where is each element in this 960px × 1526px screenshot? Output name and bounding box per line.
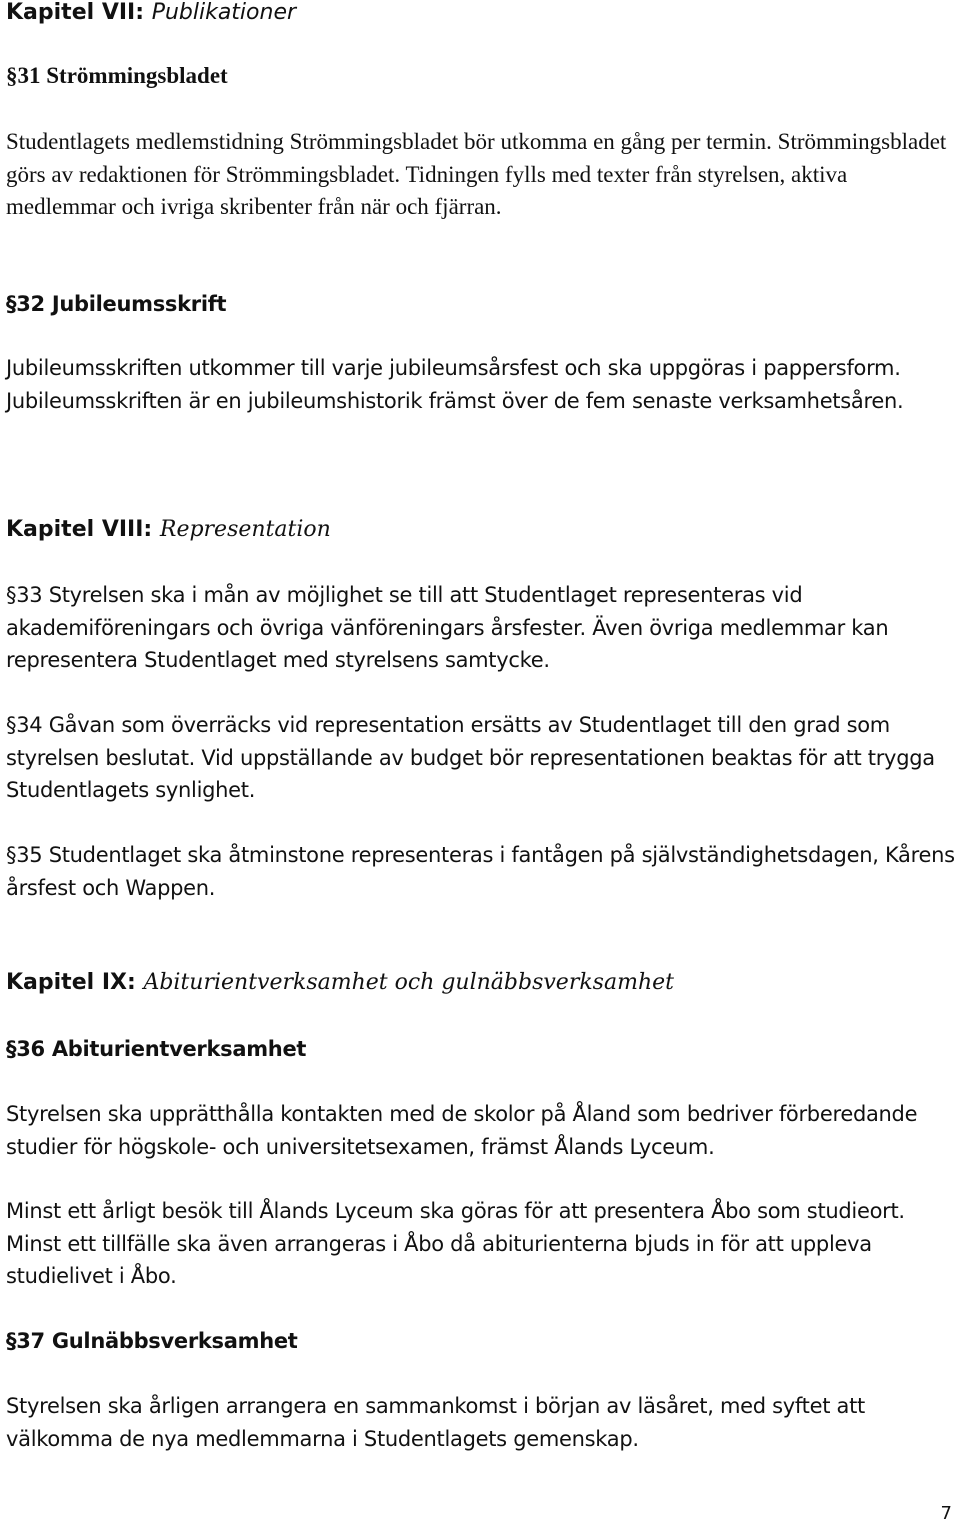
chapter-title: Publikationer — [151, 0, 297, 25]
chapter-heading-viii — [6, 517, 331, 543]
section-heading-32: §32 Jubileumsskrift — [6, 292, 227, 316]
section-text-37: Styrelsen ska årligen arrangera en sammankomst i början av läsåret, med syftet att välkomma de nya medlemmarna i Studentlagets gemenskap. — [6, 1394, 865, 1451]
chapter-label: Kapitel VII: — [6, 0, 145, 25]
section-heading-31: §31 Strömmingsbladet — [6, 63, 228, 88]
section-text-32: Jubileumsskriften utkommer till varje jubileumsårsfest och ska uppgöras i pappersform. Jubileumsskriften är en jubileumshistorik främst över de fem senaste verksamhetsåren. — [6, 356, 904, 413]
section-heading-37: §37 Gulnäbbsverksamhet — [6, 1329, 298, 1353]
section-text-34: §34 Gåvan som överräcks vid representation ersätts av Studentlaget till den grad som styrelsen beslutat. Vid uppställande av budget bör representationen beaktas för att trygga Studentlagets synlighet. — [6, 713, 935, 802]
section-heading-36: §36 Abiturientverksamhet — [6, 1037, 307, 1061]
section-text-31: Studentlagets medlemstidning Strömmingsbladet bör utkomma en gång per termin. Strömmingsbladet görs av redaktionen för Strömmingsbladet. Tidningen fylls med texter från styrelsen, aktiva medlemmar och ivriga skribenter från när och fjärran. — [6, 129, 947, 219]
page-number: 7 — [940, 1503, 952, 1524]
chapter-label: Kapitel VIII: — [6, 517, 153, 542]
section-text-36-a: Styrelsen ska upprätthålla kontakten med de skolor på Åland som bedriver förberedande studier för högskole- och universitetsexamen, främst Ålands Lyceum. — [6, 1102, 918, 1159]
section-text-36-b: Minst ett årligt besök till Ålands Lyceum ska göras för att presentera Åbo som studieort. Minst ett tillfälle ska även arrangeras i Åbo då abiturienterna bjuds in för att uppleva studielivet i Åbo. — [6, 1199, 905, 1288]
chapter-heading-ix — [6, 970, 674, 996]
chapter-title: Abiturientverksamhet och gulnäbbsverksamhet — [143, 970, 674, 995]
chapter-title: Representation — [159, 517, 331, 542]
chapter-label: Kapitel IX: — [6, 970, 136, 995]
section-text-33: §33 Styrelsen ska i mån av möjlighet se till att Studentlaget representeras vid akademiföreningars och övriga vänföreningars årsfester. Även övriga medlemmar kan representera Studentlaget med styrelsens samtycke. — [6, 583, 889, 672]
section-text-35: §35 Studentlaget ska åtminstone representeras i fantågen på självständighetsdagen, Kårens årsfest och Wappen. — [6, 843, 955, 900]
chapter-heading-vii — [6, 0, 296, 26]
